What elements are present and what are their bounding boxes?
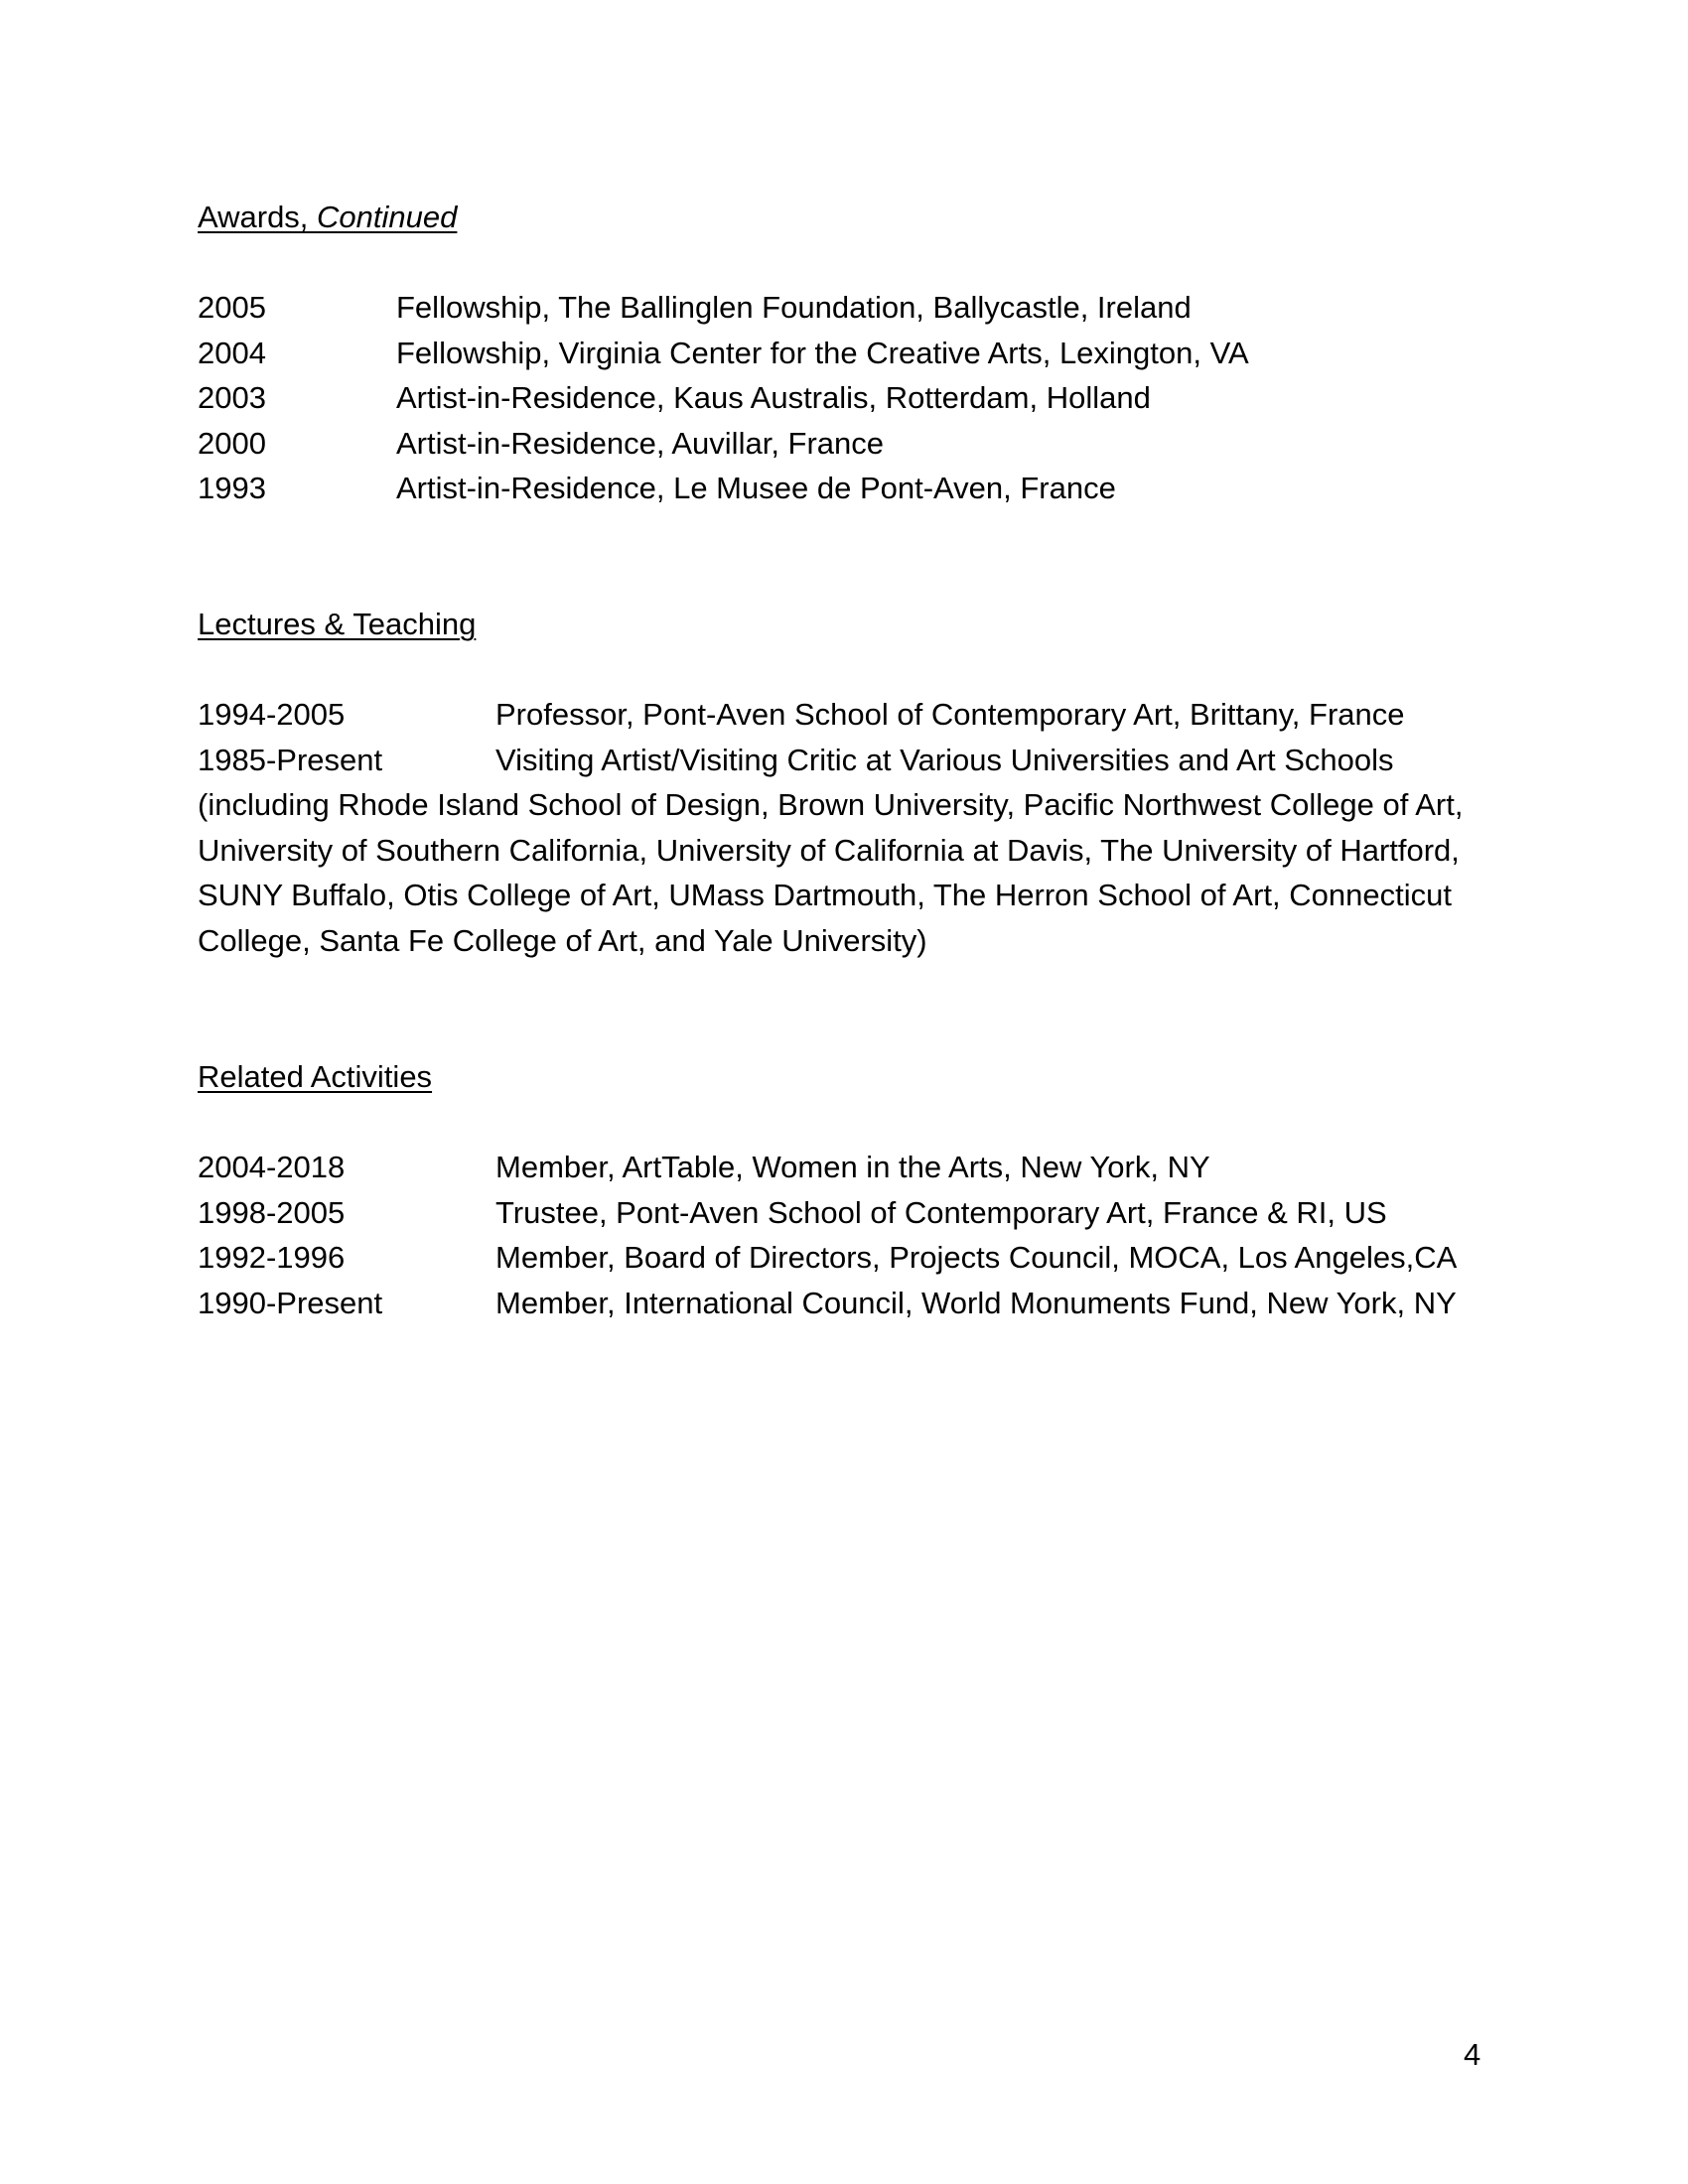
award-description: Artist-in-Residence, Le Musee de Pont-Aven, France (396, 471, 1116, 506)
activity-description: Member, International Council, World Monuments Fund, New York, NY (495, 1285, 1457, 1320)
awards-heading-continued: Continued (317, 200, 458, 234)
award-year: 1993 (198, 471, 266, 506)
activity-year: 1998-2005 (198, 1194, 346, 1230)
activity-year: 1992-1996 (198, 1240, 346, 1276)
award-year: 2003 (198, 380, 266, 416)
award-description: Artist-in-Residence, Auvillar, France (396, 425, 885, 461)
lecture-year: 1985-Present (198, 742, 383, 777)
award-year: 2005 (198, 290, 266, 325)
activity-description: Member, Board of Directors, Projects Council, MOCA, Los Angeles,CA (495, 1240, 1458, 1276)
lectures-continuation-text: (including Rhode Island School of Design, Brown University, Pacific Northwest College of Art, University of Southern California, University of California at Davis, The University of Hartford, SUNY Buffalo, Otis College of Art, UMass Dartmouth, The Herron School of Art, Connecticut College, Santa Fe College of Art, and Yale University) (198, 787, 1464, 958)
lecture-description: Professor, Pont-Aven School of Contemporary Art, Brittany, France (495, 697, 1405, 732)
activity-year: 1990-Present (198, 1285, 383, 1320)
activity-description: Member, ArtTable, Women in the Arts, New York, NY (495, 1150, 1210, 1184)
awards-heading-text: Awards, (198, 200, 318, 234)
activity-description: Trustee, Pont-Aven School of Contemporary Art, France & RI, US (495, 1194, 1387, 1230)
lectures-heading: Lectures & Teaching (198, 607, 477, 641)
award-year: 2004 (198, 335, 266, 370)
lecture-description: Visiting Artist/Visiting Critic at Various Universities and Art Schools (495, 742, 1394, 777)
awards-heading (198, 198, 457, 237)
related-activities-heading: Related Activities (198, 1059, 433, 1094)
award-description: Fellowship, Virginia Center for the Creative Arts, Lexington, VA (396, 335, 1249, 370)
award-year: 2000 (198, 425, 266, 461)
award-description: Artist-in-Residence, Kaus Australis, Rotterdam, Holland (396, 380, 1151, 416)
page-number: 4 (1464, 2037, 1481, 2072)
lecture-year: 1994-2005 (198, 697, 346, 732)
activity-year: 2004-2018 (198, 1150, 346, 1184)
award-description: Fellowship, The Ballinglen Foundation, Ballycastle, Ireland (396, 290, 1192, 325)
